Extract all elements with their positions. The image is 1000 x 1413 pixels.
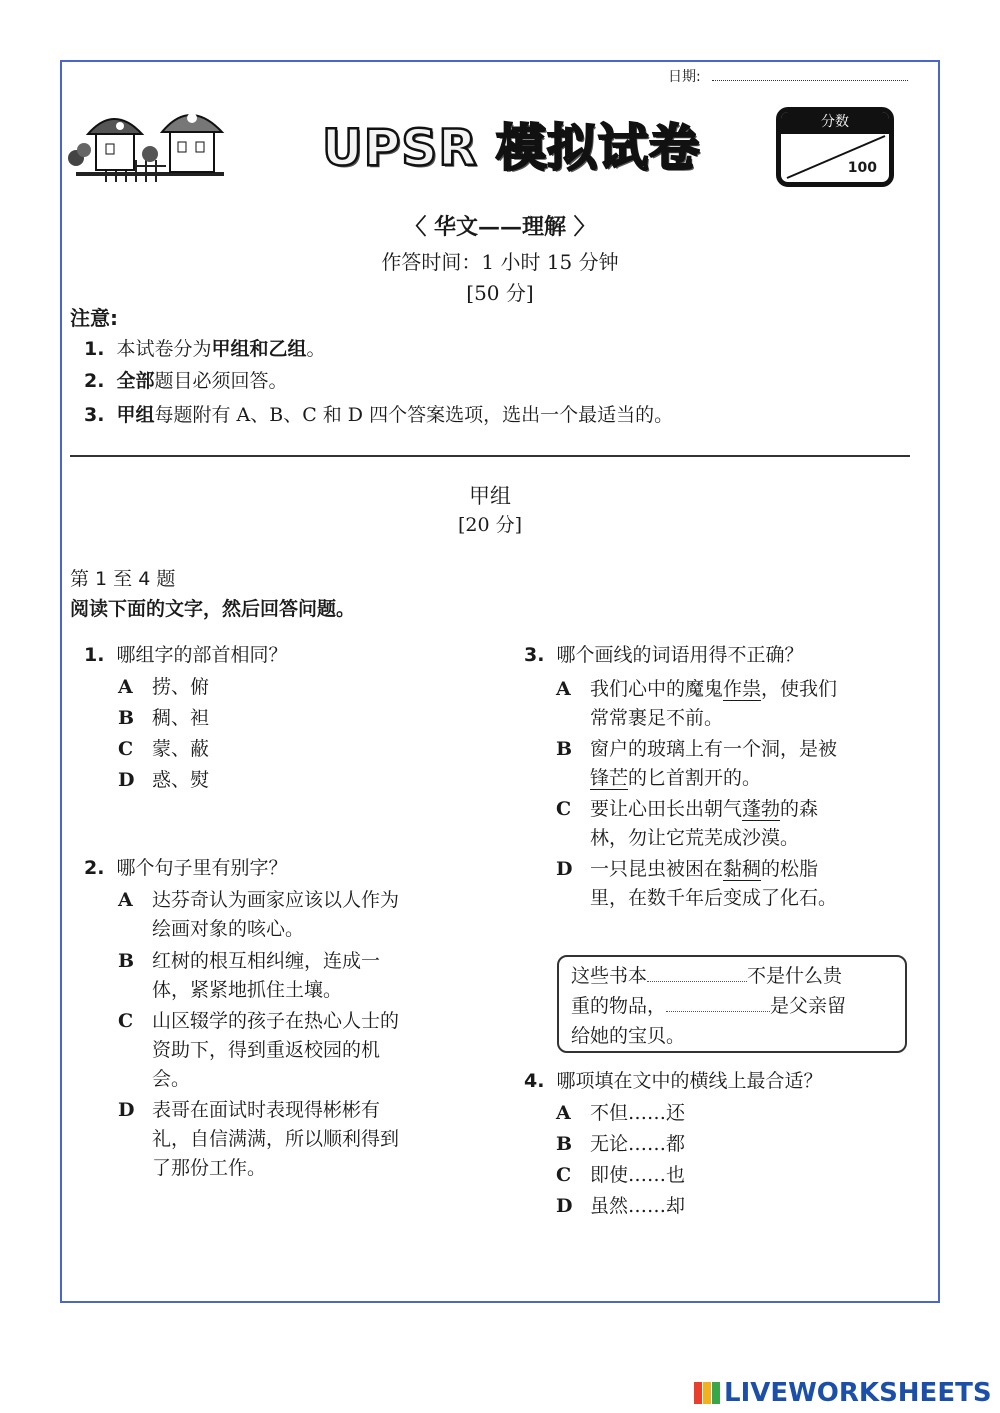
option-text: 虽然……却 (590, 1195, 686, 1217)
option-3a[interactable] (556, 675, 916, 733)
option-1d[interactable] (118, 766, 418, 795)
notice-text: 。 (306, 338, 326, 360)
option-text: 不但……还 (590, 1102, 686, 1124)
blank-1[interactable] (647, 963, 747, 982)
question-text: 哪个画线的词语用得不正确？ (556, 644, 804, 666)
underlined-word: 锋芒 (590, 767, 629, 789)
notice-item (84, 366, 287, 393)
option-text: 稠、袒 (152, 707, 210, 729)
option-letter: C (118, 1010, 134, 1032)
option-letter: D (118, 1099, 135, 1121)
passage-text: 给她的宝贝。 (571, 1025, 686, 1047)
question-text: 哪个句子里有别字？ (116, 857, 288, 879)
option-2a[interactable] (118, 886, 488, 944)
option-text: 惑、熨 (152, 769, 210, 791)
option-text: 蒙、蔽 (152, 738, 210, 760)
notice-number: 1. (84, 338, 105, 360)
option-1c[interactable] (118, 735, 418, 764)
score-box (776, 107, 894, 187)
option-text: 的松脂 (761, 858, 819, 880)
question-2 (84, 853, 288, 883)
option-line: 表哥在面试时表现得彬彬有 (152, 1099, 381, 1121)
option-3d[interactable] (556, 855, 916, 913)
option-2d[interactable] (118, 1096, 488, 1183)
notice-number: 3. (84, 404, 105, 426)
question-4 (524, 1066, 823, 1096)
option-letter: C (118, 738, 134, 760)
notice-emphasis: 甲组 (116, 404, 155, 426)
fill-in-passage-box (557, 955, 907, 1053)
option-3c[interactable] (556, 795, 916, 853)
option-text: 的森 (780, 798, 819, 820)
passage-text: 不是什么贵 (747, 965, 843, 987)
option-letter: D (118, 769, 135, 791)
option-3b[interactable] (556, 735, 916, 793)
option-line: 红树的根互相纠缠，连成一 (152, 950, 381, 972)
option-letter: B (556, 738, 573, 760)
option-letter: A (118, 889, 133, 911)
option-line: 会。 (152, 1068, 191, 1090)
option-2b[interactable] (118, 947, 488, 1005)
option-line: 山区辍学的孩子在热心人士的 (152, 1010, 400, 1032)
notice-item (84, 400, 673, 427)
notice-item (84, 334, 326, 361)
option-letter: D (556, 858, 573, 880)
option-line: 资助下，得到重返校园的机 (152, 1039, 381, 1061)
option-line: 了那份工作。 (152, 1157, 267, 1179)
option-text: 捞、俯 (152, 676, 210, 698)
option-text: 林，勿让它荒芜成沙漠。 (590, 827, 800, 849)
option-line: 礼，自信满满，所以顺利得到 (152, 1128, 400, 1150)
question-number: 3. (524, 644, 545, 666)
passage-text: 是父亲留 (770, 995, 847, 1017)
passage-text: 这些书本 (571, 965, 648, 987)
question-text: 哪项填在文中的横线上最合适？ (556, 1070, 823, 1092)
instruction: 阅读下面的文字，然后回答问题。 (70, 598, 356, 620)
option-letter: D (556, 1195, 573, 1217)
question-number: 1. (84, 644, 105, 666)
option-line: 体，紧紧地抓住土壤。 (152, 979, 343, 1001)
underlined-word: 作祟 (723, 678, 762, 700)
notice-title: 注意: (70, 306, 118, 330)
option-4b[interactable] (556, 1130, 856, 1159)
option-text: 我们心中的魔鬼 (590, 678, 724, 700)
option-1a[interactable] (118, 673, 418, 702)
option-letter: A (556, 678, 571, 700)
blank-2[interactable] (666, 993, 770, 1012)
underlined-word: 蓬勃 (742, 798, 781, 820)
option-letter: B (118, 707, 135, 729)
liveworksheets-logo-icon (694, 1380, 722, 1406)
option-2c[interactable] (118, 1007, 488, 1094)
option-text: 即使……也 (590, 1164, 686, 1186)
option-text: 要让心田长出朝气 (590, 798, 743, 820)
option-letter: A (118, 676, 133, 698)
option-text: 无论……都 (590, 1133, 686, 1155)
date-input-line[interactable] (712, 80, 908, 81)
option-4a[interactable] (556, 1099, 856, 1128)
option-letter: C (556, 798, 572, 820)
mushroom-houses-illustration (66, 98, 226, 188)
notice-text: 每题附有 A、B、C 和 D 四个答案选项，选出一个最适当的。 (154, 404, 674, 426)
notice-number: 2. (84, 370, 105, 392)
option-letter: C (556, 1164, 572, 1186)
option-4c[interactable] (556, 1161, 856, 1190)
exam-title: UPSR 模拟试卷 (322, 119, 701, 177)
date-label: 日期: (668, 69, 701, 85)
exam-time: 作答时间：1 小时 15 分钟 (381, 250, 619, 274)
divider (70, 455, 910, 457)
question-range: 第 1 至 4 题 (70, 568, 176, 590)
section-score: [20 分] (457, 514, 523, 536)
notice-emphasis: 甲组和乙组 (211, 338, 307, 360)
passage-text: 重的物品， (571, 995, 667, 1017)
exam-total: [50 分] (466, 281, 534, 305)
liveworksheets-brand: LIVEWORKSHEETS (724, 1378, 992, 1408)
option-text: ，使我们 (761, 678, 838, 700)
question-text: 哪组字的部首相同？ (116, 644, 288, 666)
section-title: 甲组 (469, 484, 511, 508)
question-number: 2. (84, 857, 105, 879)
question-1 (84, 640, 288, 670)
option-1b[interactable] (118, 704, 418, 733)
option-letter: B (118, 950, 135, 972)
question-3 (524, 640, 804, 670)
option-text: 的匕首割开的。 (628, 767, 762, 789)
option-text: 窗户的玻璃上有一个洞，是被 (590, 738, 838, 760)
underlined-word: 黏稠 (723, 858, 762, 880)
notice-text: 题目必须回答。 (154, 370, 288, 392)
option-line: 绘画对象的咳心。 (152, 918, 305, 940)
option-text: 里，在数千年后变成了化石。 (590, 887, 838, 909)
question-number: 4. (524, 1070, 545, 1092)
notice-text: 本试卷分为 (116, 338, 212, 360)
score-label: 分数 (781, 112, 889, 134)
option-letter: B (556, 1133, 573, 1155)
option-text: 常常裹足不前。 (590, 707, 724, 729)
score-max: 100 (847, 160, 877, 176)
option-4d[interactable] (556, 1192, 856, 1221)
option-letter: A (556, 1102, 571, 1124)
option-text: 一只昆虫被困在 (590, 858, 724, 880)
exam-subject: 〈 华文——理解 〉 (404, 214, 596, 240)
option-line: 达芬奇认为画家应该以人作为 (152, 889, 400, 911)
notice-emphasis: 全部 (116, 370, 155, 392)
